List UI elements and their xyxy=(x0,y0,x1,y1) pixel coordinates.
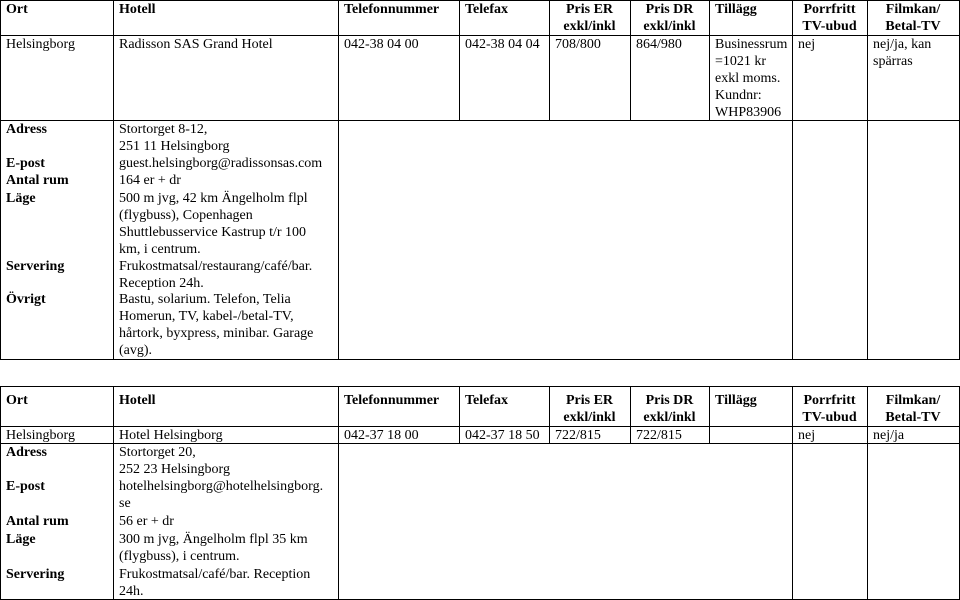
detail-label-lage: Läge xyxy=(6,532,36,547)
detail-line: 164 er + dr xyxy=(119,173,181,188)
detail-line: Reception 24h. xyxy=(119,276,204,291)
detail-label-epost: E-post xyxy=(6,156,45,171)
header-tillagg: Tillägg xyxy=(715,393,757,408)
hotel-phone: 042-38 04 00 xyxy=(344,37,419,52)
col-line xyxy=(459,0,460,120)
hotel-extra-line: Kundnr: xyxy=(715,88,762,103)
detail-line: (avg). xyxy=(119,343,153,358)
header-filmkan xyxy=(867,392,959,426)
header-telefax: Telefax xyxy=(465,393,509,408)
header-pris-er-line1: Pris ER xyxy=(565,2,614,17)
detail-value-adress xyxy=(113,121,338,155)
header-filmkan-line1: Filmkan/ xyxy=(885,393,941,408)
detail-value-epost xyxy=(113,155,338,172)
hotel-filmkan: nej/ja xyxy=(873,428,905,443)
detail-value-servering xyxy=(113,566,338,600)
header-porrfritt xyxy=(792,392,867,426)
hotel-price-er: 722/815 xyxy=(555,428,601,443)
detail-label-adress: Adress xyxy=(6,445,47,460)
header-ort: Ort xyxy=(6,393,28,408)
detail-label-epost: E-post xyxy=(6,479,45,494)
hotel-extra-line: exkl moms. xyxy=(715,71,781,86)
hotel-extra-line: Businessrum xyxy=(715,37,788,52)
detail-value-adress xyxy=(113,444,338,478)
header-telefonnummer: Telefonnummer xyxy=(344,393,440,408)
header-pris-er xyxy=(549,1,630,35)
header-porrfritt-line2: TV-ubud xyxy=(802,410,857,425)
hotel-filmkan-line: nej/ja, kan xyxy=(873,37,932,52)
hotel-extra-line: WHP83906 xyxy=(715,105,782,120)
header-porrfritt-line1: Porrfritt xyxy=(803,2,856,17)
header-pris-dr-line2: exkl/inkl xyxy=(643,410,696,425)
col-line xyxy=(338,0,339,360)
detail-line: 56 er + dr xyxy=(119,514,174,529)
header-pris-er-line2: exkl/inkl xyxy=(563,19,616,34)
header-hotell: Hotell xyxy=(119,2,156,17)
detail-label-antal-rum: Antal rum xyxy=(6,173,69,188)
header-pris-dr xyxy=(630,392,709,426)
detail-value-ovrigt xyxy=(113,291,338,359)
hotel-name: Hotel Helsingborg xyxy=(119,428,223,443)
detail-line: Frukostmatsal/café/bar. Reception xyxy=(119,567,311,582)
detail-line: Bastu, solarium. Telefon, Telia xyxy=(119,292,291,307)
table-border-bottom xyxy=(0,359,960,360)
header-telefonnummer: Telefonnummer xyxy=(344,2,440,17)
header-porrfritt xyxy=(792,1,867,35)
hotel-price-er: 708/800 xyxy=(555,37,601,52)
hotel-porrfritt: nej xyxy=(798,428,816,443)
detail-line: (flygbuss), Copenhagen xyxy=(119,208,253,223)
detail-line: Shuttlebusservice Kastrup t/r 100 xyxy=(119,225,307,240)
header-pris-er xyxy=(549,392,630,426)
col-line xyxy=(338,386,339,600)
detail-line: 252 23 Helsingborg xyxy=(119,462,230,477)
hotel-fax: 042-37 18 50 xyxy=(465,428,540,443)
hotel-fax: 042-38 04 04 xyxy=(465,37,540,52)
hotel-city: Helsingborg xyxy=(6,428,75,443)
header-ort: Ort xyxy=(6,2,28,17)
detail-line: hårtork, byxpress, minibar. Garage xyxy=(119,326,314,341)
detail-line: 24h. xyxy=(119,584,144,599)
detail-label-antal-rum: Antal rum xyxy=(6,514,69,529)
header-pris-er-line2: exkl/inkl xyxy=(563,410,616,425)
detail-label-adress: Adress xyxy=(6,122,47,137)
header-pris-er-line1: Pris ER xyxy=(565,393,614,408)
detail-line: Frukostmatsal/restaurang/café/bar. xyxy=(119,259,313,274)
detail-value-antal-rum xyxy=(113,513,338,530)
header-pris-dr-line1: Pris DR xyxy=(645,2,694,17)
hotel-name: Radisson SAS Grand Hotel xyxy=(119,37,273,52)
detail-line: 251 11 Helsingborg xyxy=(119,139,230,154)
header-pris-dr xyxy=(630,1,709,35)
hotel-price-dr: 722/815 xyxy=(636,428,682,443)
detail-line: se xyxy=(119,496,131,511)
hotel-city: Helsingborg xyxy=(6,37,75,52)
detail-value-antal-rum xyxy=(113,172,338,189)
detail-line: Homerun, TV, kabel-/betal-TV, xyxy=(119,309,294,324)
detail-line: hotelhelsingborg@hotelhelsingborg. xyxy=(119,479,324,494)
header-filmkan-line2: Betal-TV xyxy=(885,410,941,425)
header-filmkan-line2: Betal-TV xyxy=(885,19,941,34)
hotel-extra xyxy=(709,36,792,121)
detail-label-servering: Servering xyxy=(6,259,65,274)
detail-line: Stortorget 8-12, xyxy=(119,122,208,137)
detail-line: Stortorget 20, xyxy=(119,445,196,460)
hotel-filmkan-line: spärras xyxy=(873,54,913,69)
detail-line: 300 m jvg, Ängelholm flpl 35 km xyxy=(119,532,308,547)
table-border-top xyxy=(0,386,960,387)
detail-label-lage: Läge xyxy=(6,191,36,206)
detail-line: guest.helsingborg@radissonsas.com xyxy=(119,156,323,171)
detail-line: (flygbuss), i centrum. xyxy=(119,549,240,564)
header-pris-dr-line2: exkl/inkl xyxy=(643,19,696,34)
detail-value-lage xyxy=(113,190,338,258)
detail-value-lage xyxy=(113,531,338,565)
header-tillagg: Tillägg xyxy=(715,2,757,17)
header-pris-dr-line1: Pris DR xyxy=(645,393,694,408)
hotel-price-dr: 864/980 xyxy=(636,37,682,52)
header-filmkan-line1: Filmkan/ xyxy=(885,2,941,17)
detail-label-ovrigt: Övrigt xyxy=(6,292,46,307)
detail-line: km, i centrum. xyxy=(119,242,201,257)
header-porrfritt-line1: Porrfritt xyxy=(803,393,856,408)
header-porrfritt-line2: TV-ubud xyxy=(802,19,857,34)
header-filmkan xyxy=(867,1,959,35)
hotel-phone: 042-37 18 00 xyxy=(344,428,419,443)
detail-line: 500 m jvg, 42 km Ängelholm flpl xyxy=(119,191,308,206)
detail-value-servering xyxy=(113,258,338,292)
hotel-porrfritt: nej xyxy=(798,37,816,52)
detail-value-epost xyxy=(113,478,338,512)
hotel-extra-line: =1021 kr xyxy=(715,54,767,69)
header-hotell: Hotell xyxy=(119,393,156,408)
hotel-filmkan xyxy=(867,36,959,70)
col-line xyxy=(792,0,793,360)
header-telefax: Telefax xyxy=(465,2,509,17)
detail-label-servering: Servering xyxy=(6,567,65,582)
